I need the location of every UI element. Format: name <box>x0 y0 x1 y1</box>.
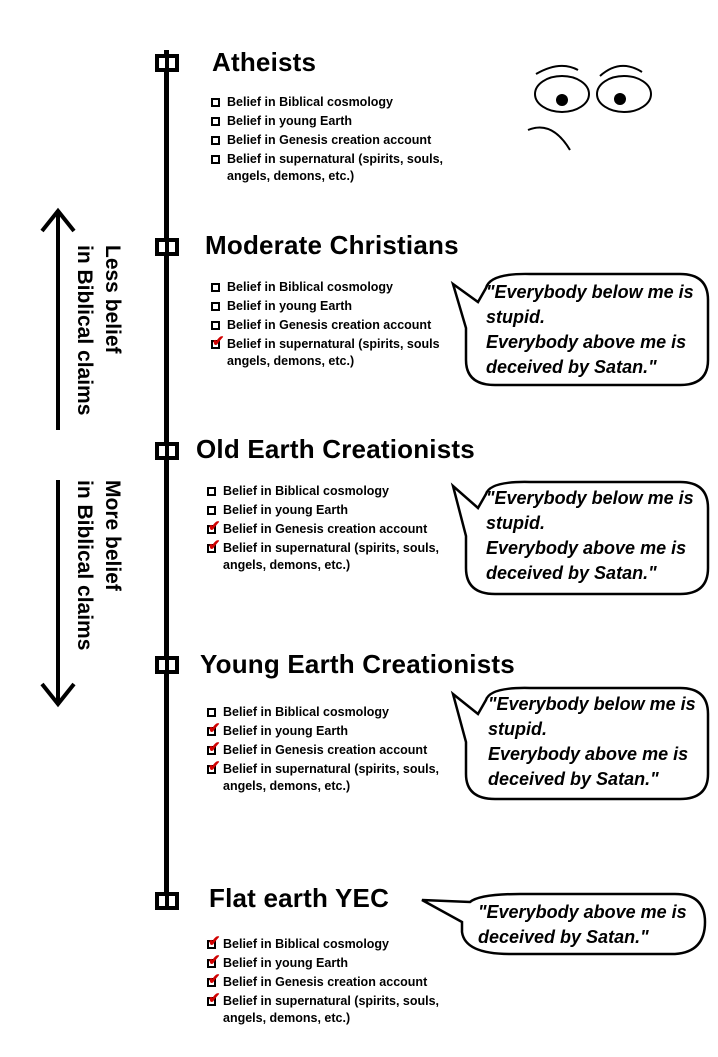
checklist-item-label: Belief in Biblical cosmology <box>223 484 390 498</box>
checklist-item <box>207 933 439 953</box>
bubble-quote: "Everybody above me is deceived by Satan." <box>478 902 687 947</box>
red-check-icon: ✔ <box>208 720 221 737</box>
checklist-item-label: Belief in Genesis creation account <box>227 318 432 332</box>
checklist-item-label: Belief in supernatural (spirits, souls, <box>223 541 440 555</box>
checklist-item <box>207 537 440 574</box>
group-title-moderate-christians: Moderate Christians <box>205 230 459 260</box>
checklist-item-label: Belief in young Earth <box>227 299 353 313</box>
checklist-item-label: Belief in supernatural (spirits, souls <box>227 337 440 351</box>
red-check-icon: ✔ <box>208 933 221 950</box>
checklist-item <box>207 758 440 795</box>
unchecked-box-icon <box>211 117 220 126</box>
checklist-item-label: Belief in Genesis creation account <box>223 522 428 536</box>
checklist-item <box>207 483 439 500</box>
checklist-item-label: Belief in young Earth <box>223 956 349 970</box>
unchecked-box-icon <box>211 321 220 330</box>
checklist-item <box>211 132 443 149</box>
checklist-item <box>211 151 443 185</box>
timeline-marker <box>155 442 179 460</box>
checklist-item-label: Belief in supernatural (spirits, souls, <box>227 152 444 166</box>
checklist-item <box>207 990 440 1027</box>
checklist-item-label: Belief in supernatural (spirits, souls, <box>223 994 440 1008</box>
checklist-moderate-christians <box>211 279 440 372</box>
checklist-item-label-continued: angels, demons, etc.) <box>227 354 355 368</box>
checklist-item <box>211 279 440 296</box>
red-check-icon: ✔ <box>208 952 221 969</box>
checklist-item <box>207 720 439 740</box>
checklist-item-label: Belief in young Earth <box>227 114 353 128</box>
speech-bubble <box>450 684 715 804</box>
checklist-item-label: Belief in Biblical cosmology <box>227 95 394 109</box>
speech-bubble <box>450 478 715 598</box>
checklist-item-label: Belief in Biblical cosmology <box>223 705 390 719</box>
unchecked-box-icon <box>211 98 220 107</box>
unchecked-box-icon <box>211 283 220 292</box>
group-title-young-earth-creationists: Young Earth Creationists <box>200 649 515 679</box>
checklist-item-label: Belief in young Earth <box>223 503 349 517</box>
red-check-icon: ✔ <box>208 758 221 775</box>
bubble-quote: "Everybody below me is stupid. Everybody above me is deceived by Satan." <box>486 488 694 583</box>
left-eyebrow <box>536 66 578 74</box>
left-pupil <box>556 94 568 106</box>
axis-label-more-belief: More belief in Biblical claims <box>73 480 124 651</box>
checklist-item-label: Belief in young Earth <box>223 724 349 738</box>
axis-label-less-belief: Less belief in Biblical claims <box>73 245 124 416</box>
checklist-item-label-continued: angels, demons, etc.) <box>223 779 351 793</box>
checklist-item <box>207 971 439 991</box>
checklist-item <box>211 113 443 130</box>
red-check-icon: ✔ <box>212 333 225 350</box>
checklist-item-label-continued: angels, demons, etc.) <box>223 1011 351 1025</box>
checklist-item-label: Belief in Genesis creation account <box>227 133 432 147</box>
timeline-marker <box>155 892 179 910</box>
checklist-item-label: Belief in Biblical cosmology <box>227 280 394 294</box>
checklist-item-label-continued: angels, demons, etc.) <box>223 558 351 572</box>
timeline-marker <box>155 238 179 256</box>
right-pupil <box>614 93 626 105</box>
right-eyebrow <box>600 66 642 76</box>
red-check-icon: ✔ <box>208 971 221 988</box>
checklist-item <box>207 739 439 759</box>
unchecked-box-icon <box>211 136 220 145</box>
timeline-marker <box>155 54 179 72</box>
unchecked-box-icon <box>211 155 220 164</box>
red-check-icon: ✔ <box>208 537 221 554</box>
red-check-icon: ✔ <box>208 739 221 756</box>
checklist-item-label: Belief in Biblical cosmology <box>223 937 390 951</box>
red-check-icon: ✔ <box>208 518 221 535</box>
unchecked-box-icon <box>207 506 216 515</box>
checklist-old-earth-creationists <box>207 483 439 576</box>
checklist-item <box>207 952 439 972</box>
checklist-item-label: Belief in Genesis creation account <box>223 975 428 989</box>
bubble-quote: "Everybody below me is stupid. Everybody above me is deceived by Satan." <box>486 282 694 377</box>
right-eye <box>597 76 651 112</box>
checklist-item <box>211 94 443 111</box>
unchecked-box-icon <box>211 302 220 311</box>
timeline-marker <box>155 656 179 674</box>
red-check-icon: ✔ <box>208 990 221 1007</box>
group-title-atheists: Atheists <box>212 47 317 77</box>
checklist-young-earth-creationists <box>207 704 439 797</box>
unchecked-box-icon <box>207 708 216 717</box>
checklist-item-label-continued: angels, demons, etc.) <box>227 169 355 183</box>
group-title-old-earth-creationists: Old Earth Creationists <box>196 434 475 464</box>
checklist-flat-earth-yec <box>207 933 440 1029</box>
timeline-line <box>164 50 169 910</box>
checklist-item <box>207 502 439 519</box>
checklist-item <box>211 333 440 370</box>
speech-bubble <box>420 892 710 962</box>
face-doodle <box>520 58 660 158</box>
unchecked-box-icon <box>207 487 216 496</box>
checklist-item-label: Belief in Genesis creation account <box>223 743 428 757</box>
checklist-item <box>211 298 440 315</box>
checklist-item-label: Belief in supernatural (spirits, souls, <box>223 762 440 776</box>
bubble-quote: "Everybody below me is stupid. Everybody above me is deceived by Satan." <box>488 694 696 789</box>
checklist-item <box>207 518 439 538</box>
checklist-atheists <box>211 94 443 187</box>
checklist-item <box>207 704 439 721</box>
checklist-item <box>211 317 440 334</box>
speech-bubble <box>450 270 715 390</box>
mouth <box>528 128 570 151</box>
group-title-flat-earth-yec: Flat earth YEC <box>209 883 390 913</box>
